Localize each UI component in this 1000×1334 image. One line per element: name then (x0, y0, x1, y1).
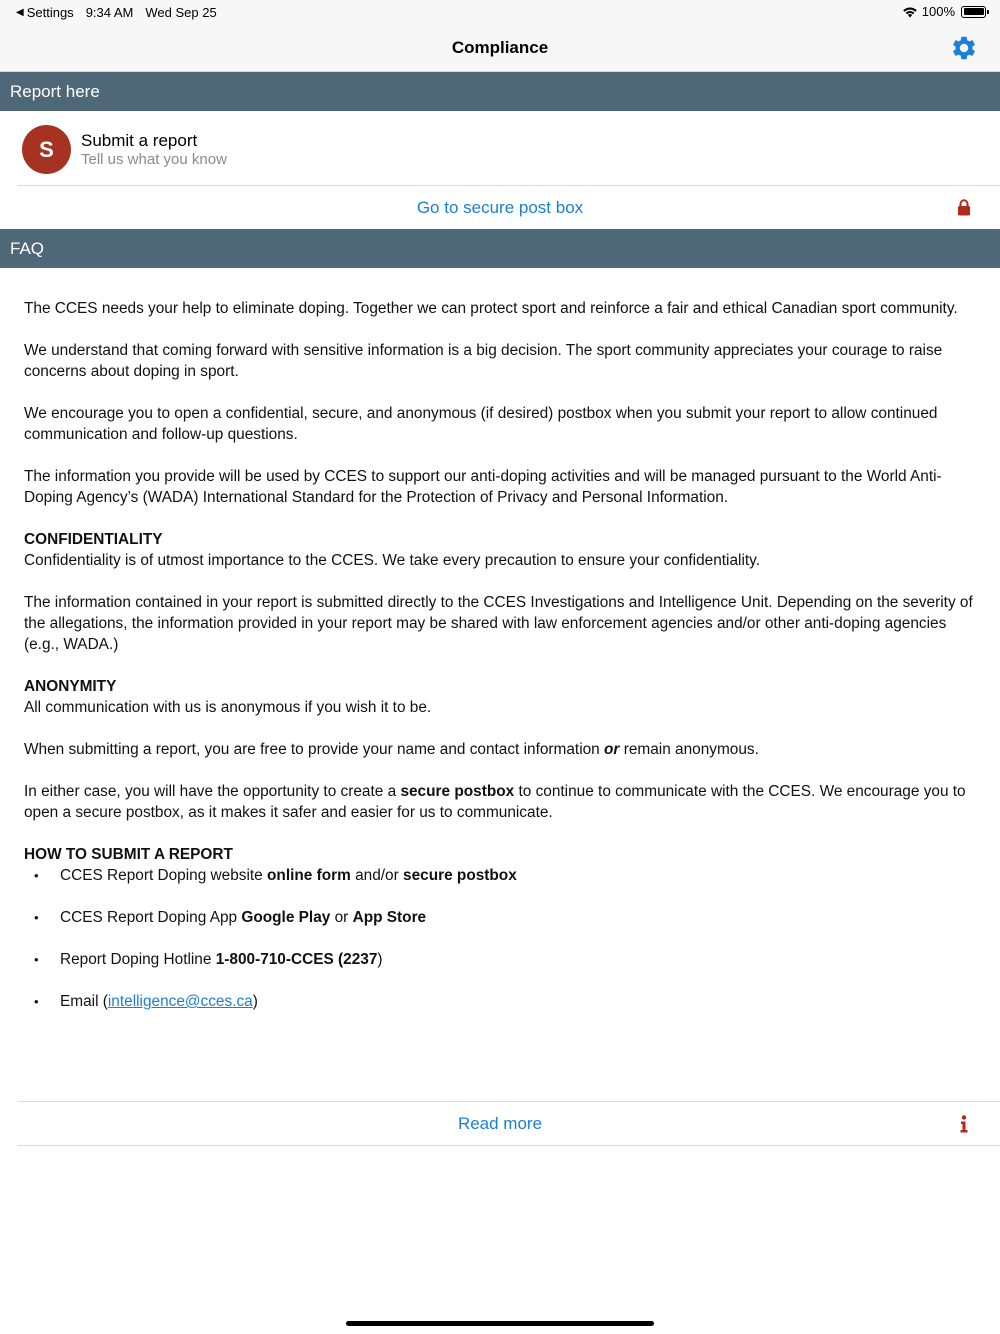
faq-paragraph (24, 739, 979, 760)
submit-report-item[interactable] (0, 111, 1000, 186)
secure-post-box-label: Go to secure post box (416, 198, 584, 217)
list-item (24, 949, 979, 970)
divider (18, 1145, 1000, 1146)
submission-methods-list (24, 865, 979, 1012)
avatar: S (22, 125, 71, 174)
battery-icon (961, 6, 986, 18)
lock-icon (957, 199, 971, 216)
how-to-submit-heading: HOW TO SUBMIT A REPORT (24, 846, 233, 863)
secure-post-box-link[interactable] (0, 186, 1000, 229)
faq-paragraph (24, 781, 979, 823)
text-segment: or (330, 909, 353, 926)
text-segment: ) (252, 993, 258, 1010)
text-segment: In either case, you will have the opportunity to create a (24, 783, 401, 800)
submit-report-title: Submit a report (81, 131, 198, 150)
text-segment: Email ( (60, 993, 108, 1010)
emphasis-app-store: App Store (352, 909, 427, 926)
navigation-bar (0, 24, 1000, 72)
battery-percent: 100% (921, 4, 955, 19)
emphasis-google-play: Google Play (241, 909, 331, 926)
status-time: 9:34 AM (85, 5, 134, 20)
hotline-number: 1-800-710-CCES (2237 (215, 951, 378, 968)
info-icon (959, 1115, 969, 1133)
wifi-icon (902, 6, 918, 18)
text-segment: ) (377, 951, 383, 968)
confidentiality-heading: CONFIDENTIALITY (24, 531, 163, 548)
status-date: Wed Sep 25 (145, 5, 217, 20)
emphasis-secure-postbox: secure postbox (400, 783, 515, 800)
section-header-report: Report here (0, 72, 1000, 111)
anonymity-heading: ANONYMITY (24, 678, 117, 695)
faq-paragraph: The CCES needs your help to eliminate doping. Together we can protect sport and reinforce a fair and ethical Canadian sport community. (24, 300, 958, 317)
text-segment: and/or (350, 867, 404, 884)
submit-report-subtitle: Tell us what you know (81, 151, 227, 168)
list-item (24, 865, 979, 886)
text-segment: to continue to communicate with the CCES. We encourage you to open a secure postbox, as it makes it safer and easier for us to communicate. (24, 783, 966, 821)
emphasis-or: or (604, 741, 620, 758)
faq-paragraph: We encourage you to open a confidential, secure, and anonymous (if desired) postbox when you submit your report to allow continued communication and follow-up questions. (24, 405, 938, 443)
faq-paragraph: All communication with us is anonymous if you wish it to be. (24, 699, 432, 716)
read-more-link[interactable] (0, 1102, 1000, 1145)
text-segment: CCES Report Doping App (60, 909, 242, 926)
back-triangle-icon[interactable]: ◀ (16, 7, 24, 18)
faq-paragraph: The information contained in your report is submitted directly to the CCES Investigations and Intelligence Unit. Depending on the severity of the allegations, the information provided in your report may be shared with law enforcement agencies and/or other anti-doping agencies (e.g., WADA.) (24, 594, 973, 653)
faq-paragraph: Confidentiality is of utmost importance to the CCES. We take every precaution to ensure your confidentiality. (24, 552, 760, 569)
status-bar (0, 0, 1000, 24)
text-segment: Report Doping Hotline (60, 951, 216, 968)
emphasis-online-form: online form (267, 867, 351, 884)
gear-icon[interactable] (950, 34, 978, 62)
text-segment: remain anonymous. (619, 741, 759, 758)
list-item (24, 907, 979, 928)
text-segment: When submitting a report, you are free to provide your name and contact information (24, 741, 605, 758)
back-to-app[interactable]: Settings (26, 5, 74, 20)
emphasis-secure-postbox: secure postbox (403, 867, 517, 884)
section-header-faq: FAQ (0, 229, 1000, 268)
email-link[interactable]: intelligence@cces.ca (107, 993, 253, 1010)
faq-paragraph: The information you provide will be used by CCES to support our anti-doping activities and will be managed pursuant to the World Anti-Doping Agency’s (WADA) International Standard for the Protection of Privacy and Personal Information. (24, 468, 942, 506)
faq-content (24, 298, 979, 1033)
faq-paragraph: We understand that coming forward with sensitive information is a big decision. The sport community appreciates your courage to raise concerns about doping in sport. (24, 342, 943, 380)
text-segment: CCES Report Doping website (60, 867, 268, 884)
page-title: Compliance (451, 38, 549, 57)
home-indicator[interactable] (346, 1321, 654, 1326)
list-item (24, 991, 979, 1012)
read-more-label: Read more (457, 1114, 543, 1133)
